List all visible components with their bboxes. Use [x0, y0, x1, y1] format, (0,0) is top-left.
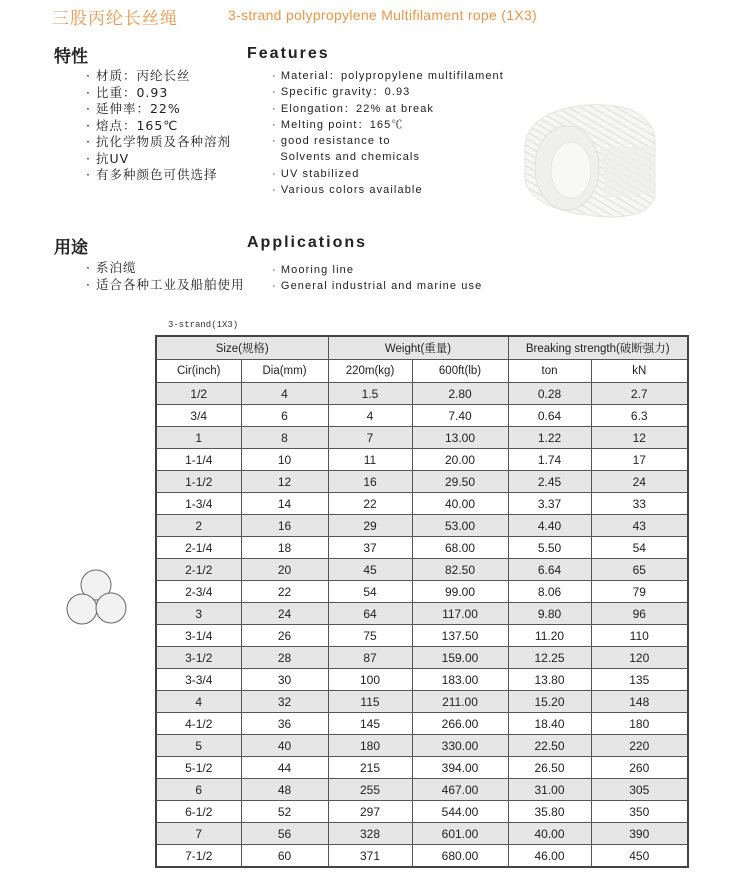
bullet-icon: ·	[86, 134, 96, 149]
table-row	[156, 669, 688, 691]
group-header-row	[156, 336, 688, 360]
list-item	[86, 101, 231, 118]
cell-cir: 4-1/2	[156, 713, 241, 735]
cell-kn: 305	[591, 779, 688, 801]
applications-heading-cn: 用途	[54, 238, 88, 258]
cell-kn: 79	[591, 581, 688, 603]
table-row	[156, 823, 688, 845]
cell-weight-kg: 215	[328, 757, 412, 779]
list-item-text: 有多种颜色可供选择	[95, 167, 218, 182]
table-row	[156, 603, 688, 625]
list-item	[86, 167, 231, 184]
cell-cir: 5-1/2	[156, 757, 241, 779]
cell-ton: 46.00	[508, 845, 591, 868]
bullet-icon: ·	[86, 101, 96, 116]
cell-kn: 12	[591, 427, 688, 449]
bullet-icon: ·	[86, 167, 96, 182]
table-row	[156, 515, 688, 537]
applications-list-en	[272, 262, 482, 295]
cell-kn: 110	[591, 625, 688, 647]
cell-ton: 22.50	[508, 735, 591, 757]
table-row	[156, 735, 688, 757]
cell-weight-lb: 183.00	[412, 669, 508, 691]
cell-weight-lb: 544.00	[412, 801, 508, 823]
table-row	[156, 625, 688, 647]
cell-ton: 5.50	[508, 537, 591, 559]
cell-weight-lb: 29.50	[412, 471, 508, 493]
cell-weight-lb: 40.00	[412, 493, 508, 515]
cell-weight-kg: 54	[328, 581, 412, 603]
applications-list-cn	[86, 260, 244, 293]
cell-ton: 2.45	[508, 471, 591, 493]
bullet-icon: ·	[272, 184, 281, 197]
bullet-icon: ·	[86, 276, 96, 292]
list-item	[272, 101, 504, 117]
list-item-text: 系泊缆	[95, 260, 137, 275]
cell-ton: 1.22	[508, 427, 591, 449]
table-row	[156, 801, 688, 823]
cell-ton: 15.20	[508, 691, 591, 713]
table-row	[156, 383, 688, 405]
cell-dia: 52	[241, 801, 328, 823]
cell-dia: 30	[241, 669, 328, 691]
cell-ton: 1.74	[508, 449, 591, 471]
bullet-icon: ·	[86, 260, 96, 275]
cell-cir: 1-1/2	[156, 471, 241, 493]
cell-kn: 33	[591, 493, 688, 515]
cell-weight-kg: 7	[328, 427, 412, 449]
list-item	[272, 149, 504, 165]
cell-dia: 40	[241, 735, 328, 757]
features-heading-en: Features	[247, 45, 330, 62]
cell-weight-kg: 180	[328, 735, 412, 757]
rope-coil-image	[505, 88, 675, 223]
cell-weight-lb: 137.50	[412, 625, 508, 647]
cell-cir: 1-1/4	[156, 449, 241, 471]
cell-dia: 32	[241, 691, 328, 713]
cell-dia: 20	[241, 559, 328, 581]
column-header-row	[156, 360, 688, 383]
cell-kn: 135	[591, 669, 688, 691]
list-item-text: good resistance to	[280, 135, 391, 148]
list-item-text: 抗化学物质及各种溶剂	[95, 134, 231, 149]
list-item-text: 材质：丙纶长丝	[95, 68, 191, 83]
list-item	[86, 277, 244, 294]
cell-weight-lb: 7.40	[412, 405, 508, 427]
cell-weight-kg: 75	[328, 625, 412, 647]
cell-kn: 390	[591, 823, 688, 845]
table-row	[156, 559, 688, 581]
cell-dia: 18	[241, 537, 328, 559]
list-item-text: UV stabilized	[280, 167, 360, 180]
header-weight: Weight(重量)	[328, 336, 508, 360]
col-header-weight-lb: 600ft(lb)	[412, 360, 508, 383]
cell-weight-kg: 100	[328, 669, 412, 691]
cell-dia: 12	[241, 471, 328, 493]
cell-cir: 3-1/4	[156, 625, 241, 647]
list-item-text: 延伸率：22%	[95, 101, 181, 116]
list-item	[86, 118, 231, 135]
cell-weight-lb: 211.00	[412, 691, 508, 713]
cell-dia: 28	[241, 647, 328, 669]
bullet-icon: ·	[272, 86, 281, 99]
list-item-text: 适合各种工业及船舶使用	[95, 276, 245, 292]
list-item-text: Solvents and chemicals	[280, 151, 421, 164]
list-item	[86, 68, 231, 85]
cell-dia: 22	[241, 581, 328, 603]
cell-ton: 9.80	[508, 603, 591, 625]
cell-cir: 2-3/4	[156, 581, 241, 603]
list-item	[272, 182, 504, 198]
cell-weight-kg: 22	[328, 493, 412, 515]
cell-ton: 35.80	[508, 801, 591, 823]
list-item	[272, 68, 504, 84]
cell-weight-kg: 115	[328, 691, 412, 713]
title-chinese: 三股丙纶长丝绳	[52, 9, 178, 29]
col-header-weight-kg: 220m(kg)	[328, 360, 412, 383]
table-row	[156, 845, 688, 868]
three-strand-diagram	[64, 568, 134, 628]
cell-ton: 3.37	[508, 493, 591, 515]
cell-kn: 2.7	[591, 383, 688, 405]
cell-weight-lb: 13.00	[412, 427, 508, 449]
list-item-text: 熔点：165℃	[95, 117, 179, 133]
cell-kn: 17	[591, 449, 688, 471]
table-row	[156, 779, 688, 801]
table-row	[156, 493, 688, 515]
cell-weight-kg: 64	[328, 603, 412, 625]
list-item	[272, 166, 504, 182]
col-header-kn: kN	[591, 360, 688, 383]
cell-weight-lb: 394.00	[412, 757, 508, 779]
cell-kn: 43	[591, 515, 688, 537]
cell-weight-kg: 11	[328, 449, 412, 471]
cell-dia: 36	[241, 713, 328, 735]
list-item-text: General industrial and marine use	[280, 280, 483, 293]
cell-weight-kg: 87	[328, 647, 412, 669]
cell-dia: 4	[241, 383, 328, 405]
cell-weight-lb: 82.50	[412, 559, 508, 581]
cell-weight-kg: 37	[328, 537, 412, 559]
bullet-icon: ·	[272, 264, 281, 276]
cell-dia: 24	[241, 603, 328, 625]
cell-weight-kg: 16	[328, 471, 412, 493]
spec-table	[155, 335, 689, 868]
cell-cir: 3-3/4	[156, 669, 241, 691]
table-row	[156, 691, 688, 713]
cell-weight-kg: 145	[328, 713, 412, 735]
cell-dia: 60	[241, 845, 328, 868]
features-heading-cn: 特性	[54, 47, 88, 67]
table-row	[156, 537, 688, 559]
cell-kn: 65	[591, 559, 688, 581]
cell-dia: 10	[241, 449, 328, 471]
cell-kn: 260	[591, 757, 688, 779]
list-item-text: 抗UV	[95, 150, 130, 166]
table-row	[156, 449, 688, 471]
header-breaking-strength: Breaking strength(破断强力)	[508, 336, 688, 360]
cell-ton: 31.00	[508, 779, 591, 801]
bullet-icon: ·	[272, 102, 281, 115]
table-row	[156, 581, 688, 603]
cell-kn: 96	[591, 603, 688, 625]
cell-weight-kg: 29	[328, 515, 412, 537]
cell-cir: 4	[156, 691, 241, 713]
list-item-text: 比重：0.93	[95, 84, 169, 100]
list-item-text: Various colors available	[280, 184, 423, 197]
cell-weight-lb: 601.00	[412, 823, 508, 845]
cell-cir: 1	[156, 427, 241, 449]
cell-cir: 1-3/4	[156, 493, 241, 515]
cell-kn: 6.3	[591, 405, 688, 427]
cell-cir: 3-1/2	[156, 647, 241, 669]
cell-cir: 7-1/2	[156, 845, 241, 868]
cell-ton: 4.40	[508, 515, 591, 537]
bullet-icon: ·	[86, 150, 96, 166]
list-item-text: Specific gravity：0.93	[280, 86, 411, 99]
bullet-icon: ·	[272, 167, 281, 180]
col-header-cir: Cir(inch)	[156, 360, 241, 383]
cell-cir: 1/2	[156, 383, 241, 405]
list-item-text: Mooring line	[280, 264, 355, 276]
cell-ton: 8.06	[508, 581, 591, 603]
list-item-text: Material：polypropylene multifilament	[280, 70, 504, 82]
bullet-icon: ·	[86, 68, 96, 83]
features-list-cn	[86, 68, 231, 184]
bullet-icon: ·	[86, 84, 96, 100]
cell-kn: 54	[591, 537, 688, 559]
col-header-dia: Dia(mm)	[241, 360, 328, 383]
cell-dia: 44	[241, 757, 328, 779]
cell-dia: 48	[241, 779, 328, 801]
cell-weight-kg: 45	[328, 559, 412, 581]
cell-cir: 3/4	[156, 405, 241, 427]
features-list-en	[272, 68, 504, 198]
cell-ton: 0.28	[508, 383, 591, 405]
list-item	[272, 117, 504, 133]
bullet-icon: ·	[86, 117, 96, 133]
table-row	[156, 713, 688, 735]
cell-kn: 450	[591, 845, 688, 868]
cell-ton: 0.64	[508, 405, 591, 427]
title-english: 3-strand polypropylene Multifilament rope (1X3)	[228, 7, 538, 23]
cell-dia: 56	[241, 823, 328, 845]
bullet-icon: ·	[272, 70, 281, 82]
cell-ton: 6.64	[508, 559, 591, 581]
table-row	[156, 427, 688, 449]
cell-weight-lb: 330.00	[412, 735, 508, 757]
applications-heading-en: Applications	[247, 234, 368, 251]
cell-weight-kg: 255	[328, 779, 412, 801]
cell-ton: 40.00	[508, 823, 591, 845]
list-item-text: Melting point：165℃	[280, 118, 404, 131]
cell-weight-lb: 266.00	[412, 713, 508, 735]
cell-cir: 5	[156, 735, 241, 757]
cell-weight-lb: 680.00	[412, 845, 508, 868]
cell-kn: 220	[591, 735, 688, 757]
list-item	[272, 278, 482, 294]
cell-weight-lb: 53.00	[412, 515, 508, 537]
list-item	[272, 84, 504, 100]
list-item	[272, 133, 504, 149]
cell-weight-kg: 297	[328, 801, 412, 823]
cell-kn: 350	[591, 801, 688, 823]
cell-ton: 18.40	[508, 713, 591, 735]
cell-kn: 24	[591, 471, 688, 493]
cell-cir: 2-1/4	[156, 537, 241, 559]
list-item	[86, 85, 231, 102]
cell-weight-kg: 4	[328, 405, 412, 427]
header-size: Size(规格)	[156, 336, 328, 360]
cell-ton: 26.50	[508, 757, 591, 779]
table-row	[156, 471, 688, 493]
bullet-icon: ·	[272, 280, 281, 293]
table-row	[156, 405, 688, 427]
cell-cir: 6-1/2	[156, 801, 241, 823]
cell-kn: 120	[591, 647, 688, 669]
cell-weight-lb: 99.00	[412, 581, 508, 603]
table-row	[156, 647, 688, 669]
cell-ton: 13.80	[508, 669, 591, 691]
cell-weight-kg: 371	[328, 845, 412, 868]
list-item	[86, 260, 244, 277]
bullet-icon: ·	[272, 135, 281, 148]
cell-weight-kg: 328	[328, 823, 412, 845]
cell-kn: 148	[591, 691, 688, 713]
cell-weight-lb: 159.00	[412, 647, 508, 669]
cell-cir: 2	[156, 515, 241, 537]
list-item-text: Elongation：22% at break	[280, 102, 435, 115]
cell-dia: 26	[241, 625, 328, 647]
cell-dia: 14	[241, 493, 328, 515]
cell-dia: 6	[241, 405, 328, 427]
cell-kn: 180	[591, 713, 688, 735]
cell-ton: 11.20	[508, 625, 591, 647]
cell-dia: 16	[241, 515, 328, 537]
cell-ton: 12.25	[508, 647, 591, 669]
col-header-ton: ton	[508, 360, 591, 383]
cell-cir: 6	[156, 779, 241, 801]
bullet-icon: ·	[272, 118, 281, 131]
cell-weight-kg: 1.5	[328, 383, 412, 405]
cell-weight-lb: 2.80	[412, 383, 508, 405]
cell-dia: 8	[241, 427, 328, 449]
list-item	[86, 134, 231, 151]
cell-cir: 7	[156, 823, 241, 845]
table-caption: 3-strand(1X3)	[168, 320, 239, 330]
cell-cir: 2-1/2	[156, 559, 241, 581]
cell-weight-lb: 117.00	[412, 603, 508, 625]
table-row	[156, 757, 688, 779]
list-item	[86, 151, 231, 168]
list-item	[272, 262, 482, 278]
cell-cir: 3	[156, 603, 241, 625]
cell-weight-lb: 68.00	[412, 537, 508, 559]
cell-weight-lb: 20.00	[412, 449, 508, 471]
cell-weight-lb: 467.00	[412, 779, 508, 801]
